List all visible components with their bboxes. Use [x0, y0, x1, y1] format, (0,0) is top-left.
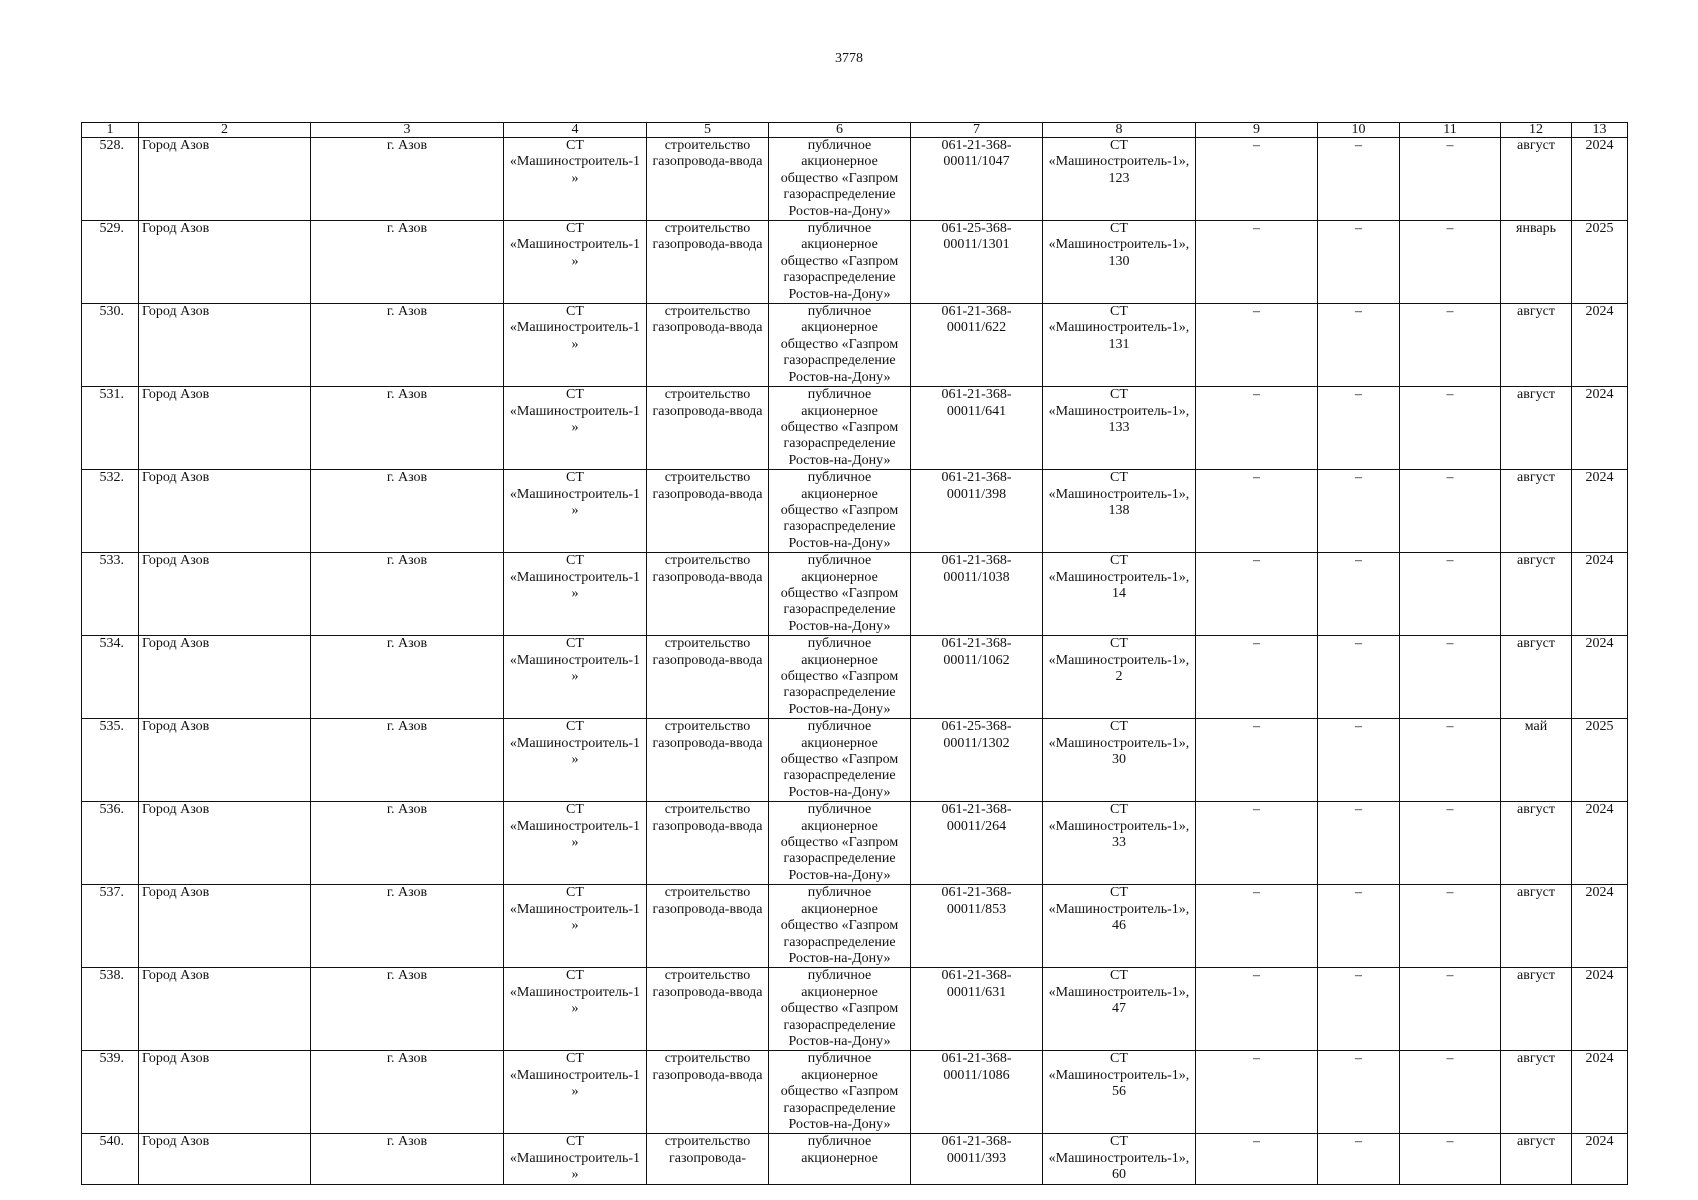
operator-cell: публичное акционерное общество «Газпром газораспределение Ростов-на-Дону» [769, 387, 911, 470]
column-9-cell: – [1196, 553, 1318, 636]
column-header: 1 [82, 123, 139, 138]
table-row [82, 387, 1628, 470]
settlement-cell: г. Азов [311, 221, 504, 304]
work-type-cell: строительство газопровода-ввода [647, 968, 769, 1051]
year-cell: 2024 [1572, 304, 1628, 387]
municipality-cell: Город Азов [139, 304, 311, 387]
table-row [82, 553, 1628, 636]
contract-number-cell: 061-21-368-00011/622 [911, 304, 1043, 387]
column-10-cell: – [1318, 1051, 1400, 1134]
year-cell: 2024 [1572, 968, 1628, 1051]
column-9-cell: – [1196, 968, 1318, 1051]
row-number: 530. [82, 304, 139, 387]
address-cell: СТ «Машиностроитель-1», 130 [1043, 221, 1196, 304]
column-11-cell: – [1400, 968, 1501, 1051]
column-header: 2 [139, 123, 311, 138]
year-cell: 2024 [1572, 470, 1628, 553]
operator-cell: публичное акционерное общество «Газпром газораспределение Ростов-на-Дону» [769, 636, 911, 719]
address-cell: СТ «Машиностроитель-1», 138 [1043, 470, 1196, 553]
table-row [82, 968, 1628, 1051]
contract-number-cell: 061-21-368-00011/631 [911, 968, 1043, 1051]
column-10-cell: – [1318, 968, 1400, 1051]
object-cell: СТ «Машиностроитель-1» [504, 885, 647, 968]
work-type-cell: строительство газопровода-ввода [647, 553, 769, 636]
work-type-cell: строительство газопровода-ввода [647, 802, 769, 885]
object-cell: СТ «Машиностроитель-1» [504, 304, 647, 387]
object-cell: СТ «Машиностроитель-1» [504, 968, 647, 1051]
column-11-cell: – [1400, 221, 1501, 304]
row-number: 538. [82, 968, 139, 1051]
municipality-cell: Город Азов [139, 138, 311, 221]
address-cell: СТ «Машиностроитель-1», 56 [1043, 1051, 1196, 1134]
operator-cell: публичное акционерное общество «Газпром газораспределение Ростов-на-Дону» [769, 885, 911, 968]
municipality-cell: Город Азов [139, 885, 311, 968]
table-row [82, 1051, 1628, 1134]
column-header: 8 [1043, 123, 1196, 138]
settlement-cell: г. Азов [311, 387, 504, 470]
work-type-cell: строительство газопровода- [647, 1134, 769, 1184]
column-9-cell: – [1196, 1134, 1318, 1184]
table-row [82, 636, 1628, 719]
address-cell: СТ «Машиностроитель-1», 123 [1043, 138, 1196, 221]
object-cell: СТ «Машиностроитель-1» [504, 802, 647, 885]
year-cell: 2025 [1572, 221, 1628, 304]
settlement-cell: г. Азов [311, 553, 504, 636]
municipality-cell: Город Азов [139, 387, 311, 470]
contract-number-cell: 061-21-368-00011/393 [911, 1134, 1043, 1184]
settlement-cell: г. Азов [311, 470, 504, 553]
month-cell: август [1501, 387, 1572, 470]
month-cell: август [1501, 304, 1572, 387]
row-number: 537. [82, 885, 139, 968]
month-cell: август [1501, 802, 1572, 885]
contract-number-cell: 061-21-368-00011/853 [911, 885, 1043, 968]
work-type-cell: строительство газопровода-ввода [647, 387, 769, 470]
operator-cell: публичное акционерное общество «Газпром газораспределение Ростов-на-Дону» [769, 719, 911, 802]
column-10-cell: – [1318, 304, 1400, 387]
object-cell: СТ «Машиностроитель-1» [504, 636, 647, 719]
month-cell: январь [1501, 221, 1572, 304]
municipality-cell: Город Азов [139, 221, 311, 304]
work-type-cell: строительство газопровода-ввода [647, 138, 769, 221]
table-row [82, 885, 1628, 968]
column-11-cell: – [1400, 636, 1501, 719]
column-header: 3 [311, 123, 504, 138]
object-cell: СТ «Машиностроитель-1» [504, 138, 647, 221]
address-cell: СТ «Машиностроитель-1», 47 [1043, 968, 1196, 1051]
contract-number-cell: 061-25-368-00011/1302 [911, 719, 1043, 802]
column-11-cell: – [1400, 304, 1501, 387]
settlement-cell: г. Азов [311, 304, 504, 387]
work-type-cell: строительство газопровода-ввода [647, 221, 769, 304]
address-cell: СТ «Машиностроитель-1», 133 [1043, 387, 1196, 470]
operator-cell: публичное акционерное общество «Газпром газораспределение Ростов-на-Дону» [769, 802, 911, 885]
address-cell: СТ «Машиностроитель-1», 2 [1043, 636, 1196, 719]
table-row [82, 470, 1628, 553]
column-10-cell: – [1318, 885, 1400, 968]
row-number: 532. [82, 470, 139, 553]
row-number: 540. [82, 1134, 139, 1184]
column-header: 11 [1400, 123, 1501, 138]
work-type-cell: строительство газопровода-ввода [647, 470, 769, 553]
column-10-cell: – [1318, 138, 1400, 221]
year-cell: 2024 [1572, 802, 1628, 885]
column-10-cell: – [1318, 553, 1400, 636]
page-number: 3778 [835, 51, 863, 66]
column-11-cell: – [1400, 1051, 1501, 1134]
object-cell: СТ «Машиностроитель-1» [504, 1051, 647, 1134]
contract-number-cell: 061-21-368-00011/1047 [911, 138, 1043, 221]
column-9-cell: – [1196, 138, 1318, 221]
column-9-cell: – [1196, 885, 1318, 968]
operator-cell: публичное акционерное общество «Газпром газораспределение Ростов-на-Дону» [769, 553, 911, 636]
table-row [82, 304, 1628, 387]
year-cell: 2024 [1572, 636, 1628, 719]
object-cell: СТ «Машиностроитель-1» [504, 1134, 647, 1184]
settlement-cell: г. Азов [311, 802, 504, 885]
column-11-cell: – [1400, 885, 1501, 968]
work-type-cell: строительство газопровода-ввода [647, 1051, 769, 1134]
contract-number-cell: 061-21-368-00011/264 [911, 802, 1043, 885]
month-cell: август [1501, 1051, 1572, 1134]
contract-number-cell: 061-21-368-00011/1038 [911, 553, 1043, 636]
year-cell: 2025 [1572, 719, 1628, 802]
operator-cell: публичное акционерное общество «Газпром газораспределение Ростов-на-Дону» [769, 968, 911, 1051]
municipality-cell: Город Азов [139, 553, 311, 636]
column-11-cell: – [1400, 387, 1501, 470]
operator-cell: публичное акционерное общество «Газпром газораспределение Ростов-на-Дону» [769, 138, 911, 221]
register-table [81, 122, 1628, 1185]
year-cell: 2024 [1572, 387, 1628, 470]
municipality-cell: Город Азов [139, 1134, 311, 1184]
table-row [82, 221, 1628, 304]
column-9-cell: – [1196, 719, 1318, 802]
column-11-cell: – [1400, 553, 1501, 636]
column-9-cell: – [1196, 802, 1318, 885]
object-cell: СТ «Машиностроитель-1» [504, 553, 647, 636]
column-9-cell: – [1196, 221, 1318, 304]
address-cell: СТ «Машиностроитель-1», 60 [1043, 1134, 1196, 1184]
column-11-cell: – [1400, 719, 1501, 802]
column-9-cell: – [1196, 304, 1318, 387]
row-number: 535. [82, 719, 139, 802]
operator-cell: публичное акционерное общество «Газпром газораспределение Ростов-на-Дону» [769, 304, 911, 387]
column-header: 10 [1318, 123, 1400, 138]
table-body [82, 138, 1628, 1185]
column-header: 4 [504, 123, 647, 138]
object-cell: СТ «Машиностроитель-1» [504, 470, 647, 553]
contract-number-cell: 061-21-368-00011/1062 [911, 636, 1043, 719]
month-cell: август [1501, 1134, 1572, 1184]
column-header: 5 [647, 123, 769, 138]
municipality-cell: Город Азов [139, 470, 311, 553]
operator-cell: публичное акционерное общество «Газпром газораспределение Ростов-на-Дону» [769, 1051, 911, 1134]
column-10-cell: – [1318, 470, 1400, 553]
year-cell: 2024 [1572, 1134, 1628, 1184]
header-row [82, 123, 1628, 138]
row-number: 531. [82, 387, 139, 470]
settlement-cell: г. Азов [311, 636, 504, 719]
contract-number-cell: 061-21-368-00011/1086 [911, 1051, 1043, 1134]
column-10-cell: – [1318, 221, 1400, 304]
address-cell: СТ «Машиностроитель-1», 14 [1043, 553, 1196, 636]
column-11-cell: – [1400, 138, 1501, 221]
operator-cell: публичное акционерное общество «Газпром газораспределение Ростов-на-Дону» [769, 221, 911, 304]
municipality-cell: Город Азов [139, 1051, 311, 1134]
month-cell: август [1501, 636, 1572, 719]
column-10-cell: – [1318, 719, 1400, 802]
contract-number-cell: 061-25-368-00011/1301 [911, 221, 1043, 304]
column-header: 13 [1572, 123, 1628, 138]
month-cell: август [1501, 968, 1572, 1051]
row-number: 533. [82, 553, 139, 636]
object-cell: СТ «Машиностроитель-1» [504, 221, 647, 304]
address-cell: СТ «Машиностроитель-1», 30 [1043, 719, 1196, 802]
contract-number-cell: 061-21-368-00011/641 [911, 387, 1043, 470]
settlement-cell: г. Азов [311, 885, 504, 968]
month-cell: май [1501, 719, 1572, 802]
settlement-cell: г. Азов [311, 968, 504, 1051]
year-cell: 2024 [1572, 138, 1628, 221]
column-header: 7 [911, 123, 1043, 138]
column-11-cell: – [1400, 802, 1501, 885]
address-cell: СТ «Машиностроитель-1», 131 [1043, 304, 1196, 387]
municipality-cell: Город Азов [139, 968, 311, 1051]
settlement-cell: г. Азов [311, 1134, 504, 1184]
column-11-cell: – [1400, 1134, 1501, 1184]
column-11-cell: – [1400, 470, 1501, 553]
year-cell: 2024 [1572, 553, 1628, 636]
work-type-cell: строительство газопровода-ввода [647, 719, 769, 802]
municipality-cell: Город Азов [139, 719, 311, 802]
column-10-cell: – [1318, 1134, 1400, 1184]
settlement-cell: г. Азов [311, 138, 504, 221]
column-9-cell: – [1196, 387, 1318, 470]
settlement-cell: г. Азов [311, 719, 504, 802]
month-cell: август [1501, 470, 1572, 553]
table-row [82, 1134, 1628, 1184]
address-cell: СТ «Машиностроитель-1», 46 [1043, 885, 1196, 968]
municipality-cell: Город Азов [139, 802, 311, 885]
column-header: 12 [1501, 123, 1572, 138]
year-cell: 2024 [1572, 1051, 1628, 1134]
work-type-cell: строительство газопровода-ввода [647, 885, 769, 968]
column-header: 9 [1196, 123, 1318, 138]
work-type-cell: строительство газопровода-ввода [647, 304, 769, 387]
object-cell: СТ «Машиностроитель-1» [504, 719, 647, 802]
column-9-cell: – [1196, 636, 1318, 719]
table-row [82, 138, 1628, 221]
column-10-cell: – [1318, 636, 1400, 719]
operator-cell: публичное акционерное [769, 1134, 911, 1184]
row-number: 536. [82, 802, 139, 885]
settlement-cell: г. Азов [311, 1051, 504, 1134]
month-cell: август [1501, 885, 1572, 968]
address-cell: СТ «Машиностроитель-1», 33 [1043, 802, 1196, 885]
column-10-cell: – [1318, 387, 1400, 470]
row-number: 529. [82, 221, 139, 304]
month-cell: август [1501, 138, 1572, 221]
table-row [82, 719, 1628, 802]
column-9-cell: – [1196, 470, 1318, 553]
table-row [82, 802, 1628, 885]
contract-number-cell: 061-21-368-00011/398 [911, 470, 1043, 553]
work-type-cell: строительство газопровода-ввода [647, 636, 769, 719]
year-cell: 2024 [1572, 885, 1628, 968]
column-10-cell: – [1318, 802, 1400, 885]
row-number: 539. [82, 1051, 139, 1134]
object-cell: СТ «Машиностроитель-1» [504, 387, 647, 470]
municipality-cell: Город Азов [139, 636, 311, 719]
row-number: 528. [82, 138, 139, 221]
row-number: 534. [82, 636, 139, 719]
operator-cell: публичное акционерное общество «Газпром газораспределение Ростов-на-Дону» [769, 470, 911, 553]
month-cell: август [1501, 553, 1572, 636]
column-9-cell: – [1196, 1051, 1318, 1134]
column-header: 6 [769, 123, 911, 138]
